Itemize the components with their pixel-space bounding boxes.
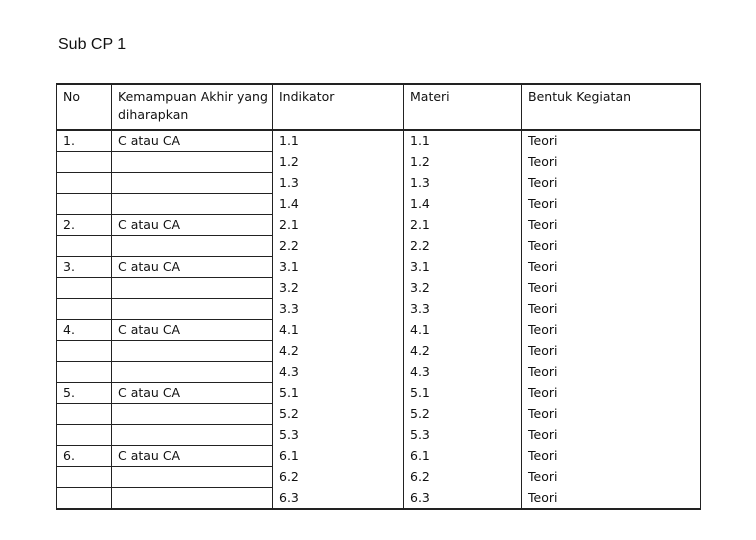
cell-bentuk-kegiatan: Teori [522, 236, 701, 257]
cell-no: 3. [57, 257, 112, 278]
table-row [57, 446, 701, 467]
cell-indikator: 5.3 [273, 425, 404, 446]
cell-no: 4. [57, 320, 112, 341]
cell-materi: 6.3 [404, 488, 522, 510]
cell-bentuk-kegiatan: Teori [522, 194, 701, 215]
cell-no [57, 152, 112, 173]
table-row [57, 488, 701, 510]
cell-bentuk-kegiatan: Teori [522, 467, 701, 488]
cell-kemampuan: C atau CA [112, 383, 273, 404]
cell-indikator: 2.2 [273, 236, 404, 257]
table-row [57, 404, 701, 425]
cell-indikator: 3.2 [273, 278, 404, 299]
cell-bentuk-kegiatan: Teori [522, 446, 701, 467]
cell-kemampuan [112, 425, 273, 446]
cell-no: 1. [57, 130, 112, 152]
cell-bentuk-kegiatan: Teori [522, 404, 701, 425]
cell-indikator: 6.2 [273, 467, 404, 488]
cell-no: 2. [57, 215, 112, 236]
cell-materi: 6.2 [404, 467, 522, 488]
cell-no [57, 299, 112, 320]
cell-kemampuan [112, 362, 273, 383]
cell-kemampuan: C atau CA [112, 320, 273, 341]
table-body [57, 84, 701, 509]
table-header-row [57, 84, 701, 130]
cell-bentuk-kegiatan: Teori [522, 320, 701, 341]
cell-materi: 5.3 [404, 425, 522, 446]
table-row [57, 299, 701, 320]
cell-materi: 1.1 [404, 130, 522, 152]
cell-kemampuan [112, 236, 273, 257]
cell-materi: 2.1 [404, 215, 522, 236]
cell-kemampuan: C atau CA [112, 130, 273, 152]
cell-indikator: 4.2 [273, 341, 404, 362]
cell-no [57, 467, 112, 488]
table-row [57, 130, 701, 152]
cell-materi: 4.2 [404, 341, 522, 362]
cell-indikator: 3.3 [273, 299, 404, 320]
cell-kemampuan [112, 278, 273, 299]
cell-indikator: 6.3 [273, 488, 404, 510]
cell-bentuk-kegiatan: Teori [522, 215, 701, 236]
cell-materi: 3.1 [404, 257, 522, 278]
cell-indikator: 4.3 [273, 362, 404, 383]
cell-indikator: 5.2 [273, 404, 404, 425]
cell-kemampuan [112, 467, 273, 488]
cell-kemampuan: C atau CA [112, 257, 273, 278]
cell-bentuk-kegiatan: Teori [522, 362, 701, 383]
table-row [57, 278, 701, 299]
cell-bentuk-kegiatan: Teori [522, 425, 701, 446]
header-materi: Materi [404, 84, 522, 130]
table-row [57, 341, 701, 362]
cell-kemampuan: C atau CA [112, 446, 273, 467]
header-indikator: Indikator [273, 84, 404, 130]
cell-no [57, 278, 112, 299]
cell-bentuk-kegiatan: Teori [522, 299, 701, 320]
cell-indikator: 4.1 [273, 320, 404, 341]
table-row [57, 320, 701, 341]
cell-materi: 5.2 [404, 404, 522, 425]
cell-materi: 1.2 [404, 152, 522, 173]
cell-kemampuan [112, 194, 273, 215]
cell-no [57, 362, 112, 383]
cell-no [57, 425, 112, 446]
cell-materi: 2.2 [404, 236, 522, 257]
cell-kemampuan [112, 404, 273, 425]
cell-kemampuan [112, 152, 273, 173]
header-no: No [57, 84, 112, 130]
table-row [57, 215, 701, 236]
cell-indikator: 6.1 [273, 446, 404, 467]
header-kemampuan: Kemampuan Akhir yang diharapkan [112, 84, 273, 130]
cell-kemampuan [112, 173, 273, 194]
cell-indikator: 3.1 [273, 257, 404, 278]
cell-kemampuan [112, 488, 273, 510]
table-row [57, 467, 701, 488]
table-row [57, 152, 701, 173]
cell-indikator: 1.2 [273, 152, 404, 173]
cell-indikator: 1.4 [273, 194, 404, 215]
table-row [57, 257, 701, 278]
header-bentuk-kegiatan: Bentuk Kegiatan [522, 84, 701, 130]
cell-bentuk-kegiatan: Teori [522, 152, 701, 173]
cell-materi: 4.1 [404, 320, 522, 341]
cell-materi: 5.1 [404, 383, 522, 404]
table-row [57, 236, 701, 257]
cell-materi: 1.3 [404, 173, 522, 194]
cell-bentuk-kegiatan: Teori [522, 341, 701, 362]
cell-no [57, 341, 112, 362]
cell-no: 5. [57, 383, 112, 404]
cell-materi: 6.1 [404, 446, 522, 467]
cell-kemampuan [112, 299, 273, 320]
table-row [57, 173, 701, 194]
cell-bentuk-kegiatan: Teori [522, 278, 701, 299]
cell-bentuk-kegiatan: Teori [522, 173, 701, 194]
table-row [57, 383, 701, 404]
cell-no [57, 236, 112, 257]
cell-indikator: 1.1 [273, 130, 404, 152]
cell-bentuk-kegiatan: Teori [522, 130, 701, 152]
cell-kemampuan: C atau CA [112, 215, 273, 236]
cell-indikator: 2.1 [273, 215, 404, 236]
cell-no [57, 488, 112, 510]
cell-kemampuan [112, 341, 273, 362]
table-row [57, 425, 701, 446]
cell-no [57, 194, 112, 215]
cell-no [57, 173, 112, 194]
sub-cp-table [56, 83, 701, 510]
cell-bentuk-kegiatan: Teori [522, 488, 701, 510]
cell-materi: 3.2 [404, 278, 522, 299]
cell-indikator: 1.3 [273, 173, 404, 194]
table-row [57, 194, 701, 215]
cell-materi: 4.3 [404, 362, 522, 383]
cell-no [57, 404, 112, 425]
cell-no: 6. [57, 446, 112, 467]
cell-materi: 3.3 [404, 299, 522, 320]
cell-materi: 1.4 [404, 194, 522, 215]
cell-bentuk-kegiatan: Teori [522, 383, 701, 404]
table-row [57, 362, 701, 383]
cell-indikator: 5.1 [273, 383, 404, 404]
page-title: Sub CP 1 [58, 36, 127, 53]
cell-bentuk-kegiatan: Teori [522, 257, 701, 278]
